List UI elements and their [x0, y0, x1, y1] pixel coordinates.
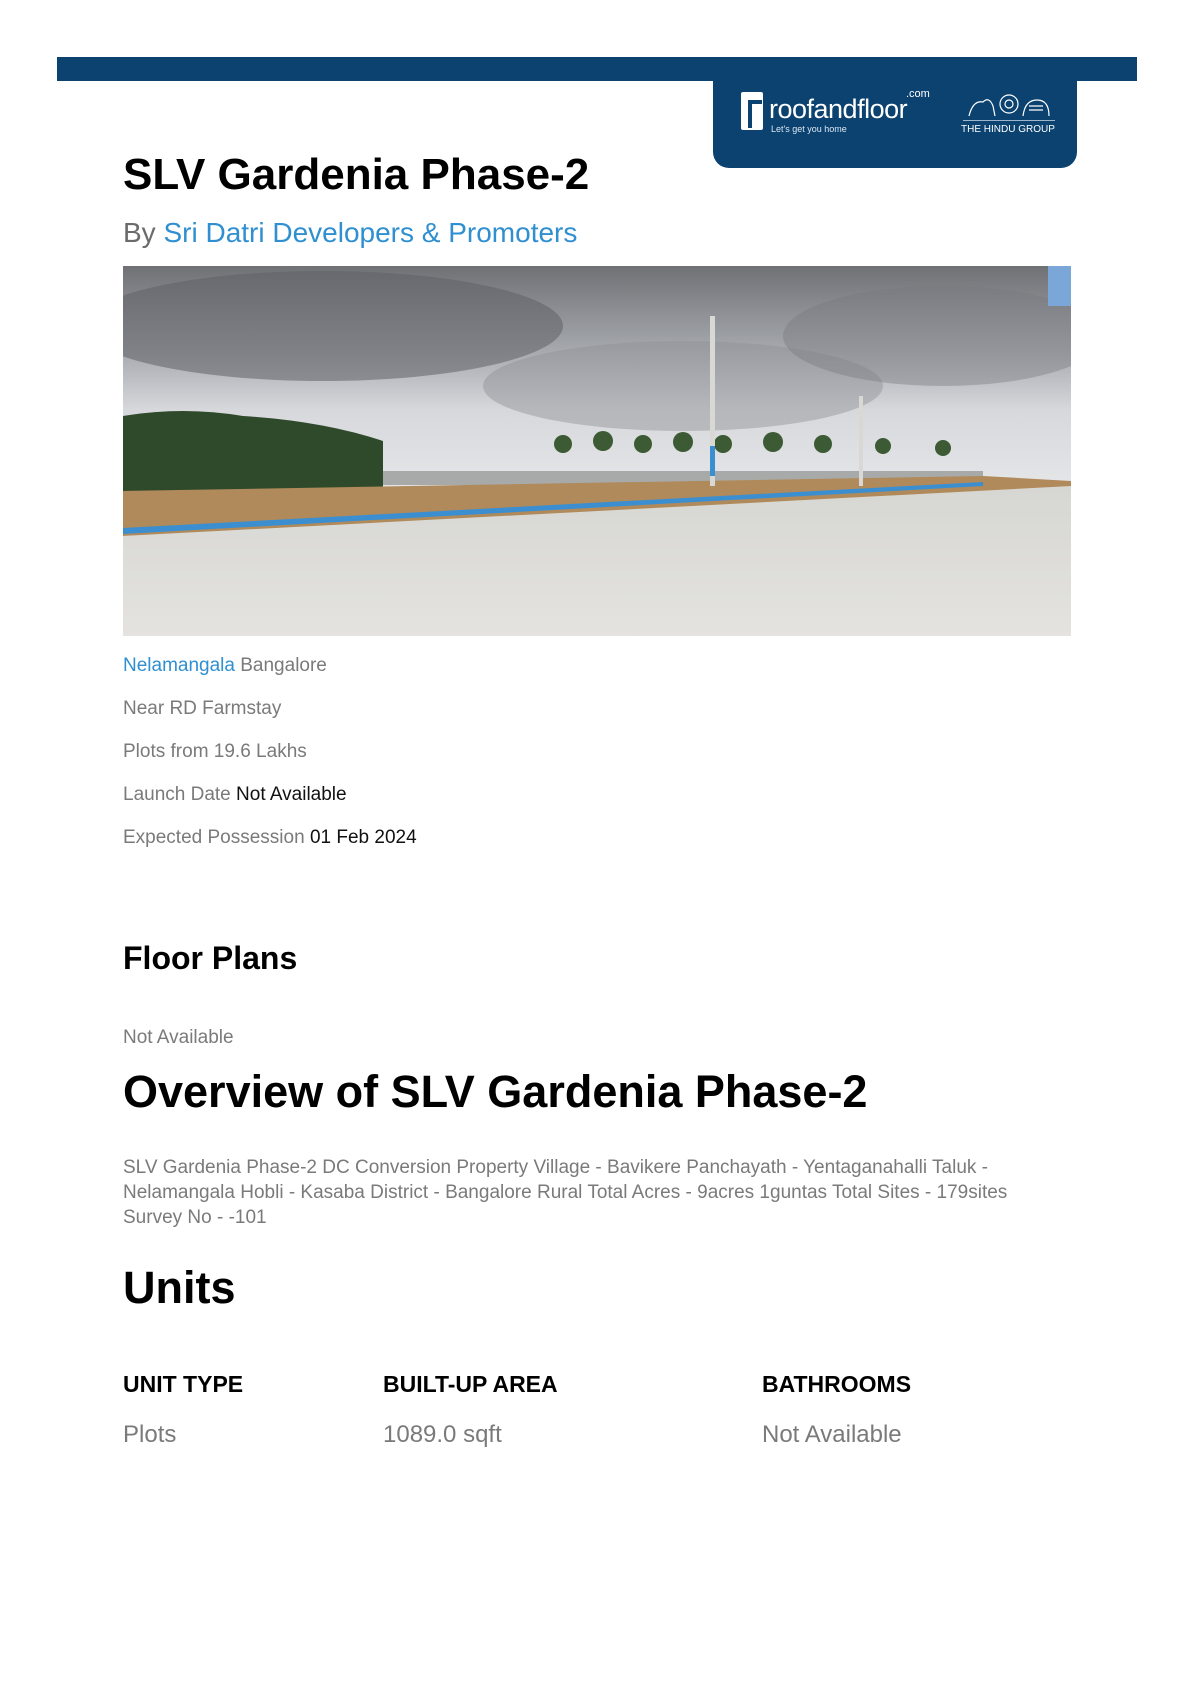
landmark: Near RD Farmstay — [123, 698, 282, 719]
developer-byline — [123, 217, 577, 249]
partner-name: THE HINDU GROUP — [961, 124, 1055, 135]
overview-heading: Overview of SLV Gardenia Phase-2 — [123, 1066, 868, 1117]
column-header-bathrooms: BATHROOMS — [762, 1371, 912, 1397]
units-heading: Units — [123, 1262, 236, 1313]
project-photo — [123, 266, 1071, 636]
project-title: SLV Gardenia Phase-2 — [123, 150, 590, 199]
unit-type-value: Plots — [123, 1421, 177, 1448]
launch-date-line — [123, 784, 347, 806]
column-header-built-up-area: BUILT-UP AREA — [383, 1371, 558, 1397]
header-bar — [57, 57, 1137, 81]
hindu-group-logo — [961, 92, 1057, 140]
by-label: By — [123, 217, 156, 248]
launch-date-value: Not Available — [236, 784, 347, 805]
city: Bangalore — [240, 655, 327, 676]
developer-link[interactable]: Sri Datri Developers & Promoters — [163, 217, 578, 248]
possession-label: Expected Possession — [123, 827, 305, 848]
brand-name: roofandfloor — [769, 94, 908, 124]
overview-description: SLV Gardenia Phase-2 DC Conversion Property Village - Bavikere Panchayath - Yentaganahalli Taluk - Nelamangala Hobli - Kasaba District - Bangalore Rural Total Acres - 9acres 1guntas Total Sites - 179sites Survey No - -101 — [123, 1157, 1008, 1228]
launch-date-label: Launch Date — [123, 784, 231, 805]
brand-logo-panel — [713, 80, 1077, 168]
brand-domain-suffix: .com — [906, 88, 930, 100]
divider — [963, 120, 1055, 121]
hindu-emblem-icon — [965, 92, 1053, 118]
roofandfloor-logo[interactable] — [741, 90, 931, 140]
floor-plans-heading: Floor Plans — [123, 940, 298, 976]
bathrooms-value: Not Available — [762, 1421, 902, 1448]
column-header-unit-type: UNIT TYPE — [123, 1371, 244, 1397]
location-line — [123, 655, 327, 677]
built-up-area-value: 1089.0 sqft — [383, 1421, 502, 1448]
possession-line — [123, 827, 417, 849]
price-range: Plots from 19.6 Lakhs — [123, 741, 307, 762]
possession-value: 01 Feb 2024 — [309, 827, 417, 848]
brand-tagline: Let's get you home — [771, 124, 847, 134]
floor-plans-value: Not Available — [123, 1027, 234, 1048]
locality-link[interactable]: Nelamangala — [123, 655, 235, 676]
door-icon — [741, 92, 763, 130]
